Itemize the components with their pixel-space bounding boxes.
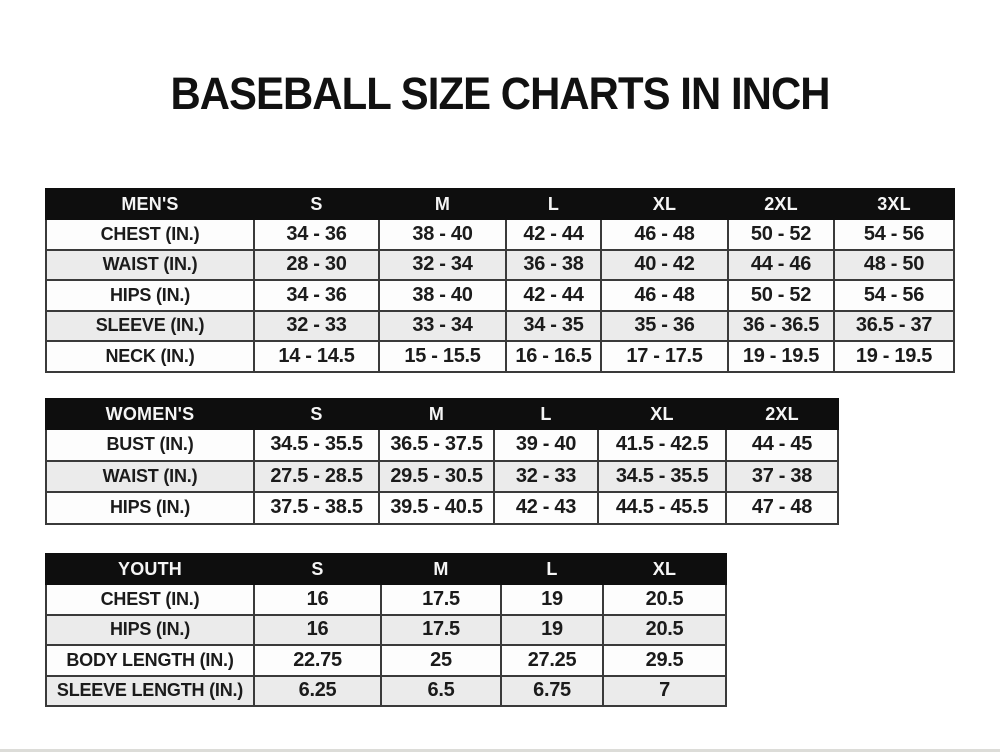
size-value: 28 - 30 (254, 250, 379, 281)
size-value: 17.5 (381, 615, 501, 646)
size-value: 29.5 (603, 645, 726, 676)
size-value: 6.5 (381, 676, 501, 707)
table-row (46, 676, 726, 707)
column-header-m: M (379, 399, 494, 429)
size-value: 6.25 (254, 676, 381, 707)
size-value: 38 - 40 (379, 219, 506, 250)
size-value: 42 - 43 (494, 492, 598, 524)
size-value: 29.5 - 30.5 (379, 461, 494, 493)
size-value: 34 - 36 (254, 280, 379, 311)
size-value: 48 - 50 (834, 250, 954, 281)
row-label: NECK (IN.) (46, 341, 254, 372)
size-value: 46 - 48 (601, 280, 728, 311)
table-row (46, 311, 954, 342)
table-row (46, 219, 954, 250)
column-header-3xl: 3XL (834, 189, 954, 219)
page-title: BASEBALL SIZE CHARTS IN INCH (170, 68, 830, 119)
size-value: 36.5 - 37.5 (379, 429, 494, 461)
size-value: 34 - 36 (254, 219, 379, 250)
column-header-2xl: 2XL (728, 189, 834, 219)
column-header-xl: XL (598, 399, 726, 429)
size-value: 38 - 40 (379, 280, 506, 311)
column-header-m: M (381, 554, 501, 584)
column-header-xl: XL (601, 189, 728, 219)
size-value: 47 - 48 (726, 492, 838, 524)
womens-table-title: WOMEN'S (46, 399, 254, 429)
size-value: 54 - 56 (834, 280, 954, 311)
size-value: 7 (603, 676, 726, 707)
size-value: 36 - 36.5 (728, 311, 834, 342)
size-value: 34 - 35 (506, 311, 601, 342)
row-label: SLEEVE LENGTH (IN.) (46, 676, 254, 707)
size-value: 41.5 - 42.5 (598, 429, 726, 461)
womens-size-table-container (45, 398, 839, 525)
row-label: HIPS (IN.) (46, 280, 254, 311)
size-value: 32 - 34 (379, 250, 506, 281)
row-label: BODY LENGTH (IN.) (46, 645, 254, 676)
size-value: 36 - 38 (506, 250, 601, 281)
size-value: 6.75 (501, 676, 603, 707)
column-header-2xl: 2XL (726, 399, 838, 429)
size-value: 36.5 - 37 (834, 311, 954, 342)
youth-size-table (45, 553, 727, 707)
size-value: 17 - 17.5 (601, 341, 728, 372)
womens-size-table (45, 398, 839, 525)
size-value: 54 - 56 (834, 219, 954, 250)
size-value: 44.5 - 45.5 (598, 492, 726, 524)
size-value: 44 - 46 (728, 250, 834, 281)
size-value: 27.5 - 28.5 (254, 461, 379, 493)
size-value: 34.5 - 35.5 (598, 461, 726, 493)
size-value: 46 - 48 (601, 219, 728, 250)
size-value: 34.5 - 35.5 (254, 429, 379, 461)
row-label: WAIST (IN.) (46, 461, 254, 493)
table-row (46, 250, 954, 281)
table-row (46, 645, 726, 676)
mens-size-table (45, 188, 955, 373)
table-row (46, 615, 726, 646)
youth-header-row (46, 554, 726, 584)
size-value: 42 - 44 (506, 280, 601, 311)
column-header-s: S (254, 189, 379, 219)
table-row (46, 341, 954, 372)
size-value: 32 - 33 (254, 311, 379, 342)
size-value: 32 - 33 (494, 461, 598, 493)
size-value: 16 - 16.5 (506, 341, 601, 372)
column-header-xl: XL (603, 554, 726, 584)
mens-table-title: MEN'S (46, 189, 254, 219)
size-value: 33 - 34 (379, 311, 506, 342)
size-value: 39.5 - 40.5 (379, 492, 494, 524)
size-value: 40 - 42 (601, 250, 728, 281)
size-value: 22.75 (254, 645, 381, 676)
size-value: 27.25 (501, 645, 603, 676)
size-value: 25 (381, 645, 501, 676)
size-value: 19 (501, 584, 603, 615)
mens-header-row (46, 189, 954, 219)
column-header-l: L (494, 399, 598, 429)
mens-size-table-container (45, 188, 955, 373)
size-value: 16 (254, 584, 381, 615)
size-value: 44 - 45 (726, 429, 838, 461)
womens-header-row (46, 399, 838, 429)
column-header-s: S (254, 554, 381, 584)
table-row (46, 584, 726, 615)
size-value: 42 - 44 (506, 219, 601, 250)
row-label: HIPS (IN.) (46, 615, 254, 646)
column-header-l: L (501, 554, 603, 584)
row-label: CHEST (IN.) (46, 219, 254, 250)
table-row (46, 461, 838, 493)
size-value: 15 - 15.5 (379, 341, 506, 372)
size-value: 50 - 52 (728, 280, 834, 311)
size-value: 19 (501, 615, 603, 646)
row-label: CHEST (IN.) (46, 584, 254, 615)
column-header-l: L (506, 189, 601, 219)
size-value: 50 - 52 (728, 219, 834, 250)
youth-size-table-container (45, 553, 727, 707)
size-value: 14 - 14.5 (254, 341, 379, 372)
size-value: 16 (254, 615, 381, 646)
row-label: SLEEVE (IN.) (46, 311, 254, 342)
size-value: 37.5 - 38.5 (254, 492, 379, 524)
row-label: HIPS (IN.) (46, 492, 254, 524)
youth-table-title: YOUTH (46, 554, 254, 584)
column-header-s: S (254, 399, 379, 429)
size-value: 37 - 38 (726, 461, 838, 493)
size-value: 17.5 (381, 584, 501, 615)
size-value: 35 - 36 (601, 311, 728, 342)
size-value: 19 - 19.5 (834, 341, 954, 372)
column-header-m: M (379, 189, 506, 219)
table-row (46, 492, 838, 524)
row-label: WAIST (IN.) (46, 250, 254, 281)
size-value: 20.5 (603, 615, 726, 646)
size-value: 20.5 (603, 584, 726, 615)
row-label: BUST (IN.) (46, 429, 254, 461)
table-row (46, 429, 838, 461)
table-row (46, 280, 954, 311)
size-value: 39 - 40 (494, 429, 598, 461)
size-value: 19 - 19.5 (728, 341, 834, 372)
